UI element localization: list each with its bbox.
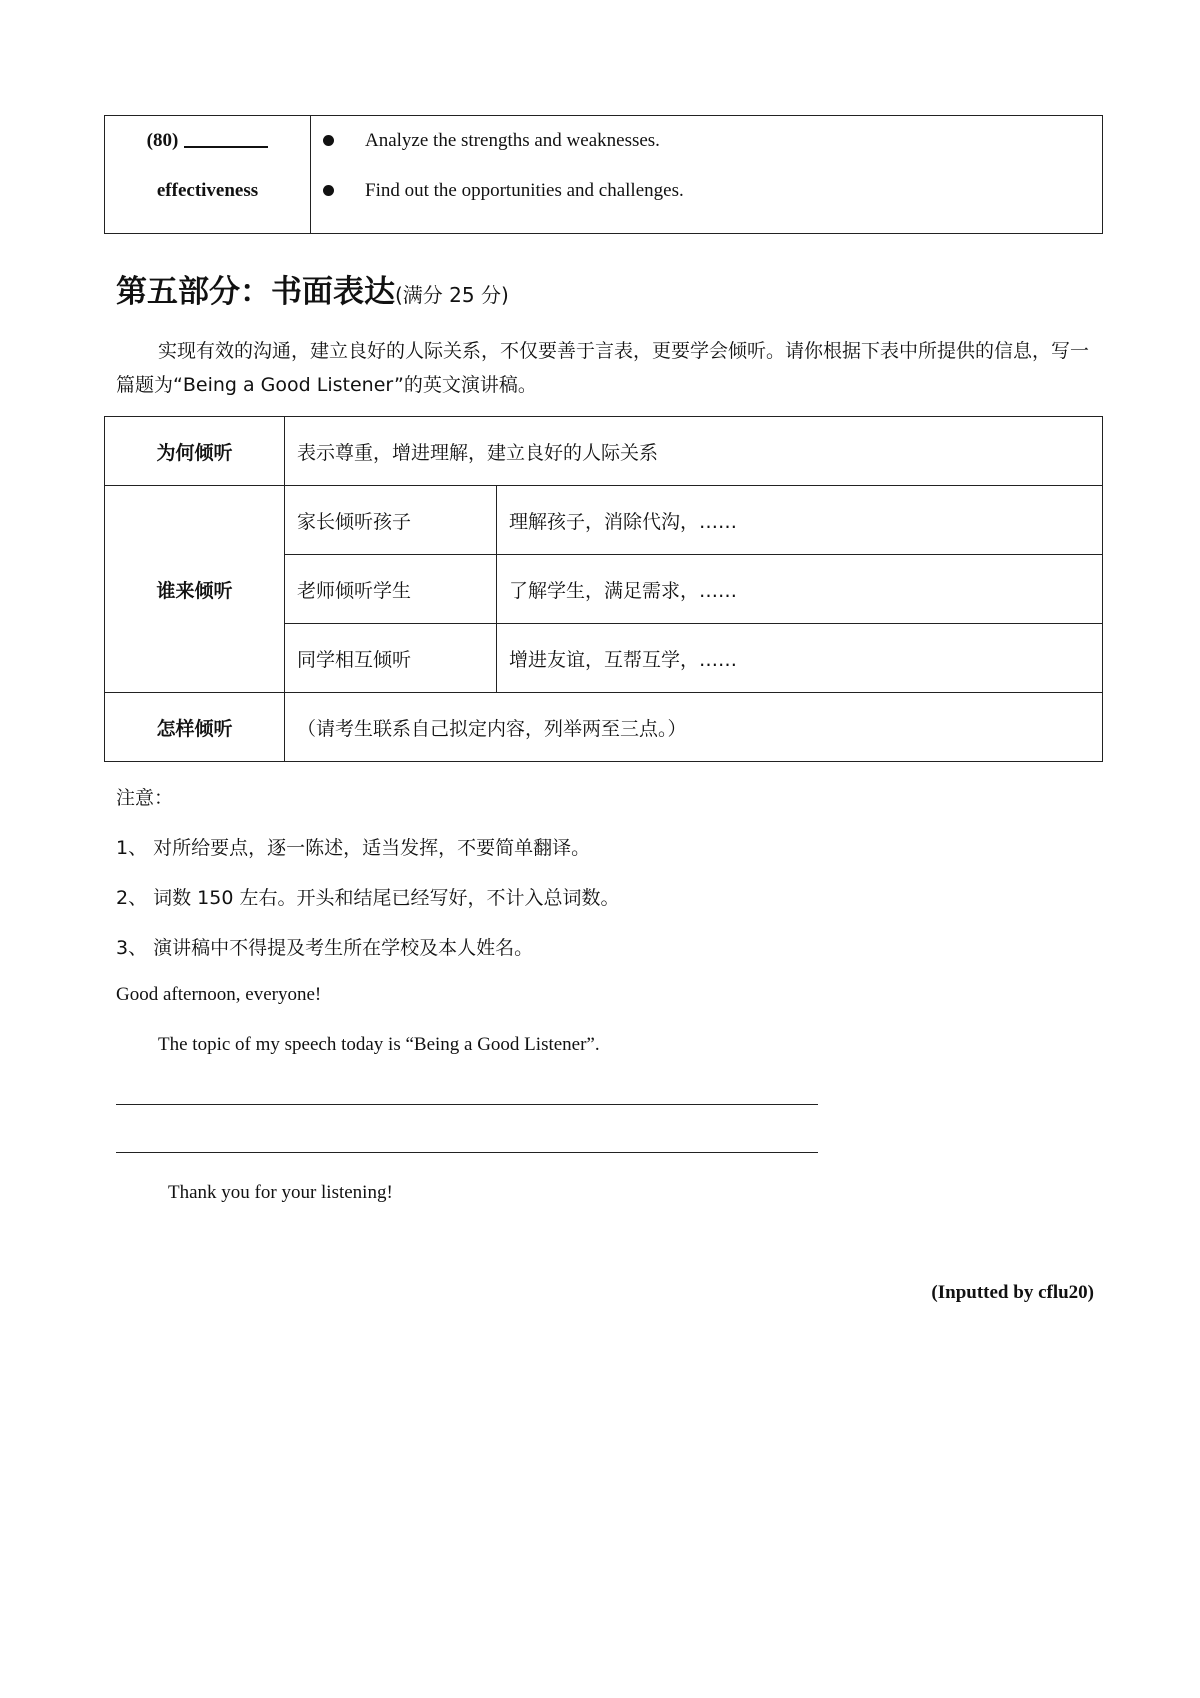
top-table [104, 115, 1103, 234]
notes [116, 782, 619, 982]
row-content-how: （请考生联系自己拟定内容，列举两至三点。） [285, 693, 1103, 762]
who-cell: 家长倾听孩子 [285, 486, 497, 555]
bullet-dot-icon [323, 135, 334, 146]
row-head-why: 为何倾听 [105, 417, 285, 486]
table-row [105, 417, 1103, 486]
notes-label: 注意： [116, 787, 174, 809]
effectiveness-label: effectiveness [156, 180, 259, 201]
section-subtitle: (满分 25 分) [395, 283, 509, 307]
table-row [105, 693, 1103, 762]
writing-line[interactable] [116, 1152, 818, 1153]
credit-text: (Inputted by cflu20) [931, 1282, 1094, 1303]
speech-closing: Thank you for your listening! [168, 1182, 393, 1203]
what-cell: 理解孩子，消除代沟，…… [497, 486, 1103, 555]
top-table-right-cell [311, 116, 1103, 234]
row-content-why: 表示尊重，增进理解，建立良好的人际关系 [285, 417, 1103, 486]
bullet-item: Find out the opportunities and challenges. [311, 166, 1102, 216]
speech-greeting: Good afternoon, everyone! [116, 984, 322, 1005]
blank-question: (80) [105, 116, 310, 166]
writing-line[interactable] [116, 1104, 818, 1105]
info-table [104, 416, 1103, 762]
note-item: 2、 词数 150 左右。开头和结尾已经写好，不计入总词数。 [116, 887, 620, 909]
what-cell: 了解学生，满足需求，…… [497, 555, 1103, 624]
note-item: 1、 对所给要点，逐一陈述，适当发挥，不要简单翻译。 [116, 837, 591, 859]
row-head-how: 怎样倾听 [105, 693, 285, 762]
who-cell: 老师倾听学生 [285, 555, 497, 624]
what-cell: 增进友谊，互帮互学，…… [497, 624, 1103, 693]
speech-topic: The topic of my speech today is “Being a Good Listener”. [158, 1034, 600, 1055]
answer-blank[interactable] [184, 116, 268, 148]
intro-paragraph: 实现有效的沟通，建立良好的人际关系，不仅要善于言表，更要学会倾听。请你根据下表中所提供的信息，写一篇题为“Being a Good Listener”的英文演讲稿。 [116, 340, 1090, 396]
bullet-dot-icon [323, 185, 334, 196]
table-row [105, 486, 1103, 555]
who-cell: 同学相互倾听 [285, 624, 497, 693]
row-head-who: 谁来倾听 [105, 486, 285, 693]
section-title: 第五部分：书面表达(满分 25 分) [116, 274, 509, 310]
top-table-left-cell [105, 116, 311, 234]
bullet-item: Analyze the strengths and weaknesses. [311, 116, 1102, 166]
note-item: 3、 演讲稿中不得提及考生所在学校及本人姓名。 [116, 937, 534, 959]
